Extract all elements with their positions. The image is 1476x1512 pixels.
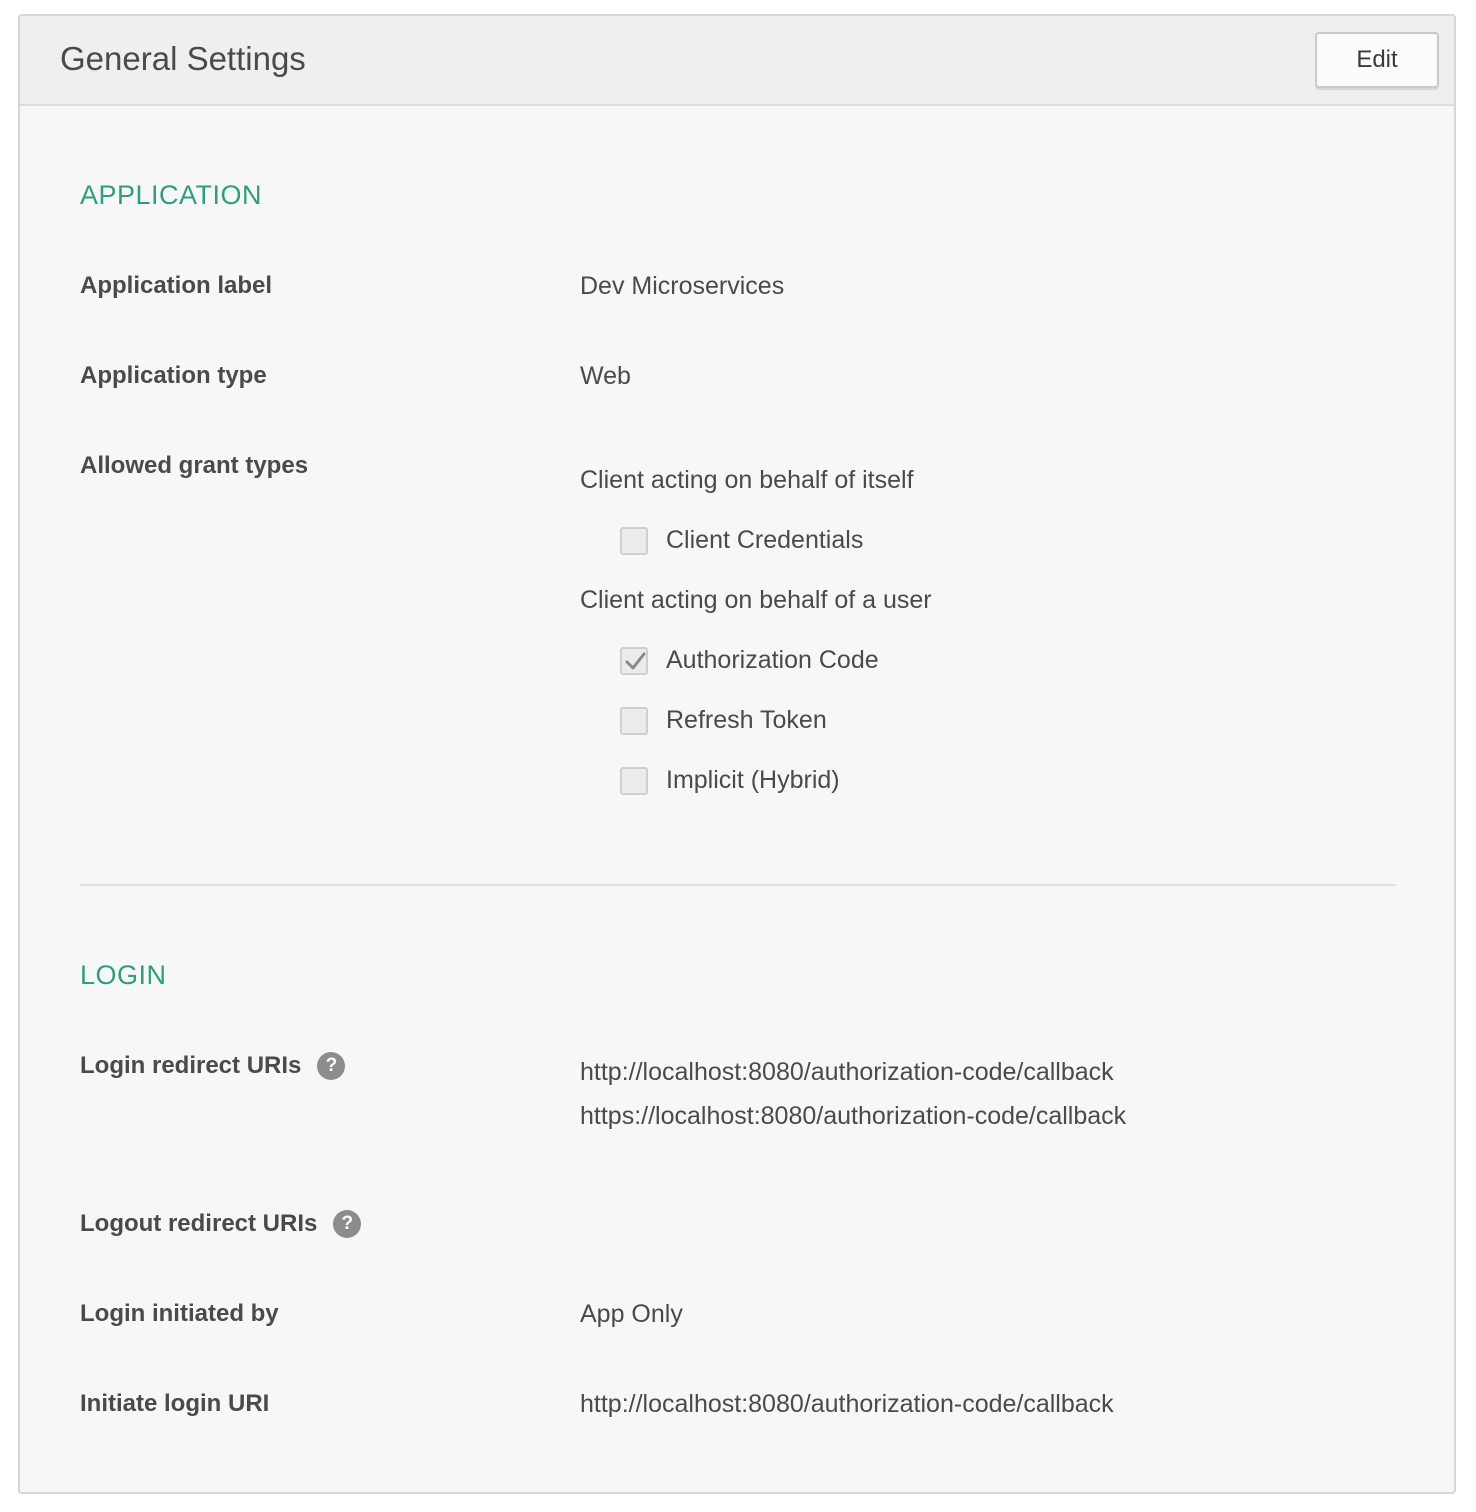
grant-implicit-hybrid bbox=[620, 766, 840, 795]
user-group-label: Client acting on behalf of a user bbox=[580, 586, 932, 614]
section-divider bbox=[80, 884, 1396, 886]
login-redirect-uris-text: Login redirect URIs bbox=[80, 1052, 302, 1079]
login-redirect-uri-2: https://localhost:8080/authorization-code/callback bbox=[580, 1102, 1127, 1130]
general-settings-panel bbox=[18, 14, 1456, 1494]
authorization-code-checkbox[interactable] bbox=[620, 647, 648, 675]
question-circle-icon[interactable]: ? bbox=[317, 1052, 345, 1080]
page-title: General Settings bbox=[60, 40, 306, 77]
grant-authorization-code bbox=[620, 646, 879, 675]
implicit-hybrid-checkbox[interactable] bbox=[620, 767, 648, 795]
application-type-label: Application type bbox=[80, 362, 267, 389]
initiate-login-uri-value: http://localhost:8080/authorization-code/callback bbox=[580, 1390, 1114, 1418]
allowed-grant-types-label: Allowed grant types bbox=[80, 452, 309, 479]
logout-redirect-uris-label bbox=[80, 1210, 361, 1238]
login-initiated-by-label: Login initiated by bbox=[80, 1300, 279, 1327]
grant-refresh-token bbox=[620, 706, 827, 735]
checkmark-icon bbox=[624, 651, 646, 673]
application-type-value: Web bbox=[580, 362, 631, 390]
application-label-label: Application label bbox=[80, 272, 273, 299]
application-section-title: APPLICATION bbox=[80, 180, 263, 210]
grant-client-credentials bbox=[620, 526, 863, 555]
login-initiated-by-value: App Only bbox=[580, 1300, 683, 1328]
initiate-login-uri-label: Initiate login URI bbox=[80, 1390, 270, 1417]
application-label-value: Dev Microservices bbox=[580, 272, 785, 300]
refresh-token-checkbox[interactable] bbox=[620, 707, 648, 735]
login-section-title: LOGIN bbox=[80, 960, 167, 990]
login-redirect-uris-label bbox=[80, 1052, 345, 1080]
client-credentials-checkbox[interactable] bbox=[620, 527, 648, 555]
panel-header bbox=[20, 16, 1454, 106]
self-group-label: Client acting on behalf of itself bbox=[580, 466, 914, 494]
implicit-hybrid-label: Implicit (Hybrid) bbox=[666, 766, 840, 794]
login-redirect-uri-1: http://localhost:8080/authorization-code/callback bbox=[580, 1058, 1114, 1086]
edit-button[interactable]: Edit bbox=[1315, 32, 1439, 88]
logout-redirect-uris-text: Logout redirect URIs bbox=[80, 1210, 318, 1237]
refresh-token-label: Refresh Token bbox=[666, 706, 827, 734]
client-credentials-label: Client Credentials bbox=[666, 526, 864, 554]
authorization-code-label: Authorization Code bbox=[666, 646, 879, 674]
question-circle-icon[interactable]: ? bbox=[333, 1210, 361, 1238]
